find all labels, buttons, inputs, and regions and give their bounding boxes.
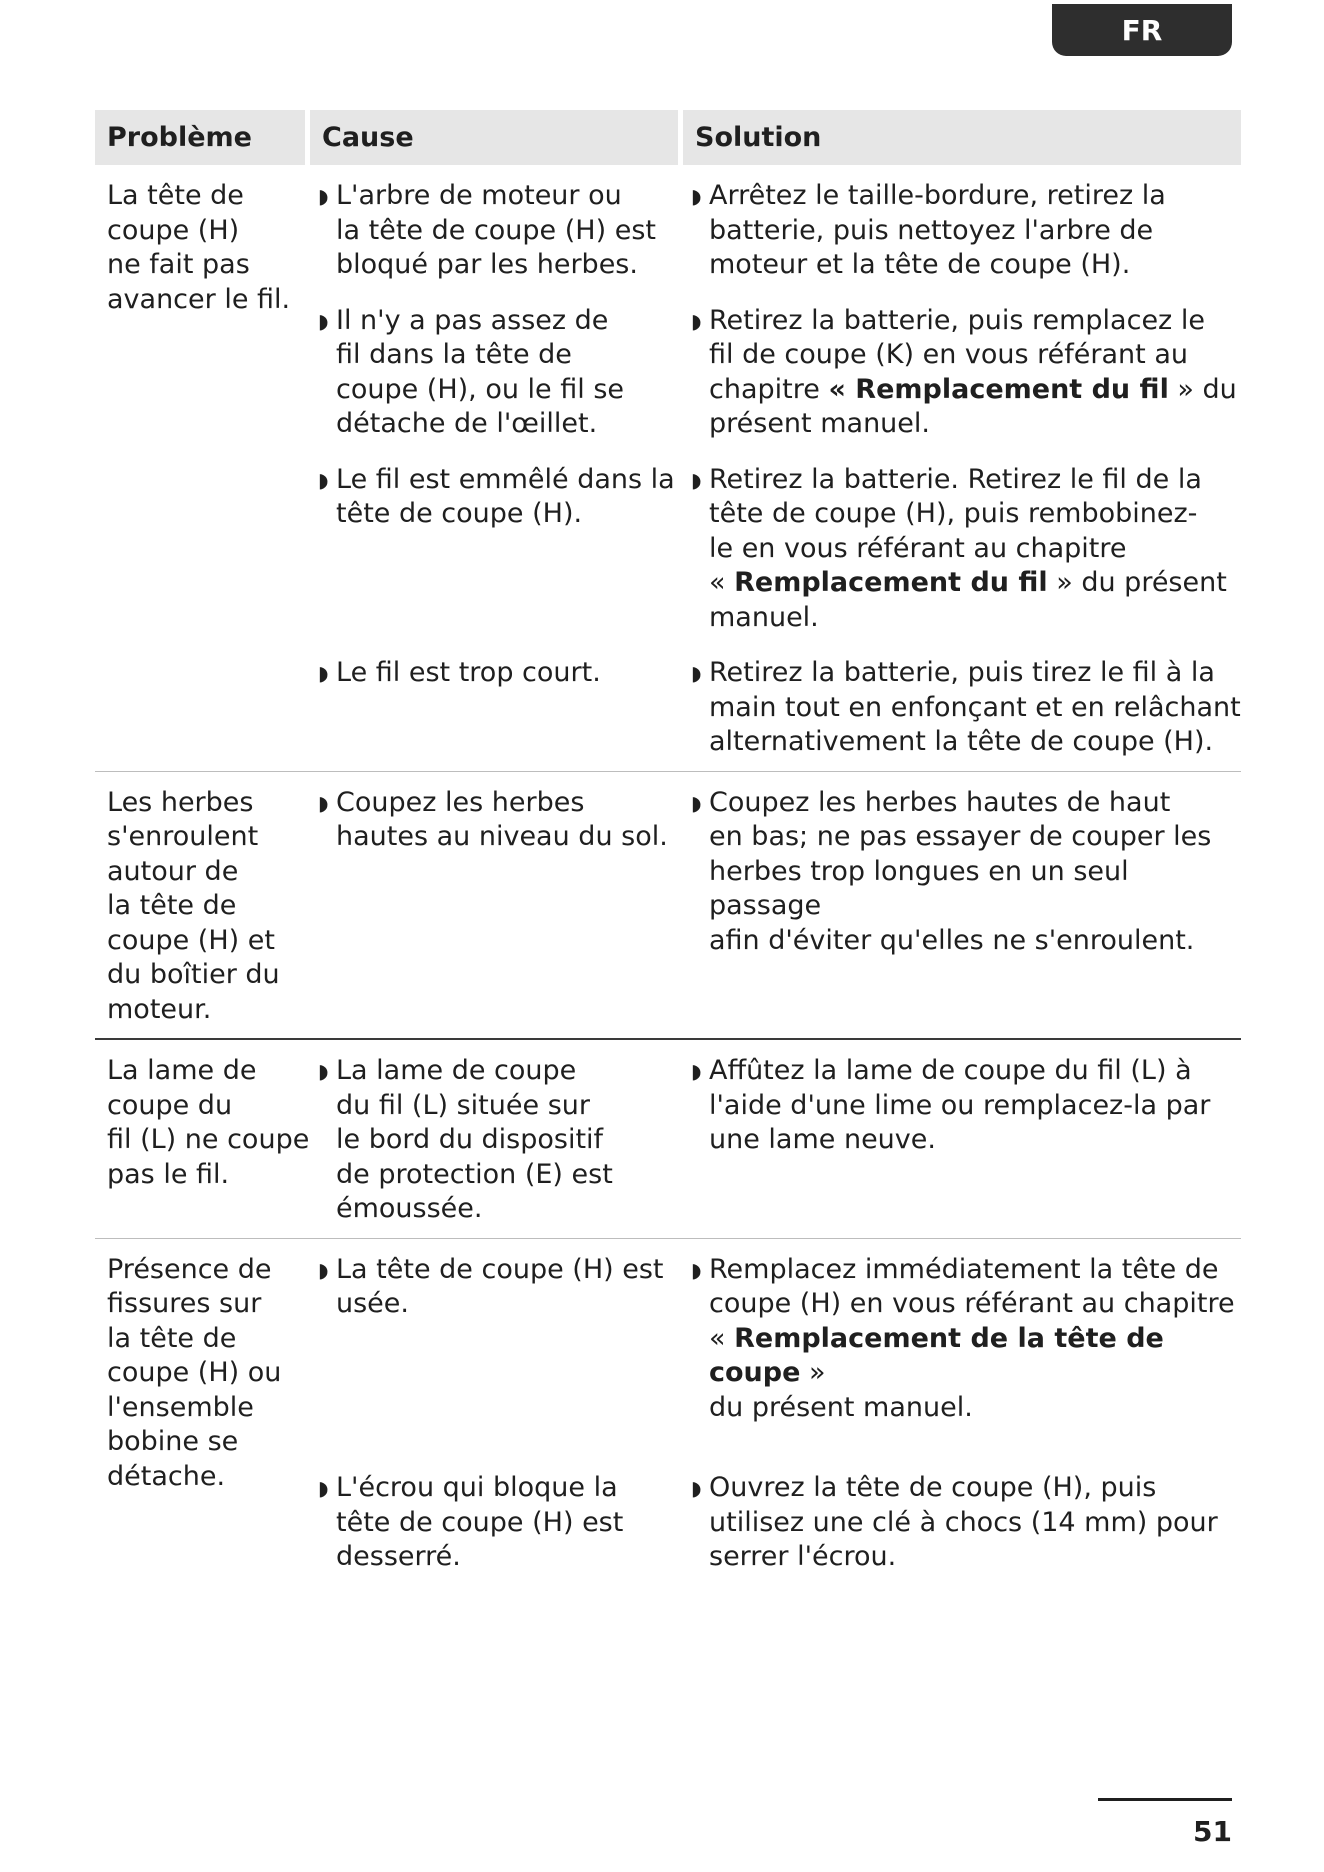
- problem-cell: La tête de coupe (H) ne fait pas avancer le fil.: [107, 180, 291, 315]
- troubleshooting-table: [95, 110, 1241, 1586]
- bullet-icon: ◗: [318, 308, 329, 333]
- cause-solution-pair: [310, 179, 1241, 283]
- solution-cell: ◗ Coupez les herbes hautes de haut en bas; ne pas essayer de couper les herbes trop longues en un seul passage afin d'éviter qu'elles ne s'enroulent.: [683, 786, 1241, 959]
- cause-cell: ◗ Le fil est emmêlé dans la tête de coupe (H).: [310, 463, 683, 636]
- table-row: [95, 772, 1241, 1041]
- header-problem: Problème: [95, 110, 305, 165]
- cause-solution-pair: [310, 656, 1241, 760]
- bullet-icon: ◗: [691, 790, 702, 815]
- chapter-reference: « Remplacement du fil: [828, 373, 1169, 405]
- table-header: [95, 110, 1241, 165]
- table-row: [95, 165, 1241, 772]
- solution-cell: ◗ Retirez la batterie. Retirez le fil de la tête de coupe (H), puis rembobinez- le en vous référant au chapitre « Remplacement du fil » du présent manuel.: [683, 463, 1241, 636]
- page-number: 51: [1193, 1815, 1232, 1848]
- bullet-icon: ◗: [691, 1476, 702, 1500]
- chapter-reference: Remplacement du fil: [734, 567, 1048, 598]
- cause-cell: ◗ La tête de coupe (H) est usée.: [310, 1253, 683, 1426]
- cause-solution-pair: [310, 463, 1241, 636]
- solution-cell: ◗ Arrêtez le taille-bordure, retirez la batterie, puis nettoyez l'arbre de moteur et la tête de coupe (H).: [683, 179, 1241, 283]
- header-solution: Solution: [683, 110, 1241, 165]
- problem-cell: La lame de coupe du fil (L) ne coupe pas le fil.: [107, 1055, 310, 1190]
- bullet-icon: ◗: [691, 1059, 702, 1083]
- bullet-icon: ◗: [318, 1257, 329, 1282]
- bullet-icon: ◗: [318, 467, 329, 492]
- cause-cell: ◗ Il n'y a pas assez de fil dans la tête de coupe (H), ou le fil se détache de l'œillet.: [310, 304, 683, 442]
- bullet-icon: ◗: [691, 467, 702, 492]
- footer-rule: [1098, 1798, 1232, 1801]
- problem-cell: Présence de fissures sur la tête de coupe (H) ou l'ensemble bobine se détache.: [107, 1253, 282, 1492]
- table-row: [95, 1239, 1241, 1586]
- solution-cell: ◗ Retirez la batterie, puis remplacez le fil de coupe (K) en vous référant au chapitre « Remplacement du fil » du présent manuel.: [683, 304, 1241, 442]
- language-tab: FR: [1052, 4, 1232, 56]
- cause-cell: ◗ L'écrou qui bloque la tête de coupe (H) est desserré.: [310, 1471, 683, 1575]
- chapter-reference: Remplacement de la tête de coupe: [709, 1322, 1164, 1388]
- problem-cell: Les herbes s'enroulent autour de la tête de coupe (H) et du boîtier du moteur.: [107, 786, 280, 1025]
- bullet-icon: ◗: [691, 661, 702, 685]
- bullet-icon: ◗: [318, 1476, 329, 1500]
- bullet-icon: ◗: [691, 1257, 702, 1282]
- solution-cell: ◗ Remplacez immédiatement la tête de coupe (H) en vous référant au chapitre « Remplacement de la tête de coupe » du présent manuel.: [683, 1253, 1241, 1426]
- cause-solution-pair: [310, 786, 1241, 959]
- cause-solution-pair: [310, 1471, 1241, 1575]
- bullet-icon: ◗: [318, 790, 329, 815]
- cause-cell: ◗ Coupez les herbes hautes au niveau du sol.: [310, 786, 683, 959]
- table-row: [95, 1040, 1241, 1239]
- solution-cell: ◗ Ouvrez la tête de coupe (H), puis utilisez une clé à chocs (14 mm) pour serrer l'écrou.: [683, 1471, 1241, 1575]
- solution-cell: ◗ Affûtez la lame de coupe du fil (L) à l'aide d'une lime ou remplacez-la par une lame neuve.: [683, 1054, 1241, 1227]
- solution-cell: ◗ Retirez la batterie, puis tirez le fil à la main tout en enfonçant et en relâchant alternativement la tête de coupe (H).: [683, 656, 1241, 760]
- bullet-icon: ◗: [691, 308, 702, 333]
- cause-solution-pair: [310, 304, 1241, 442]
- cause-cell: ◗ L'arbre de moteur ou la tête de coupe (H) est bloqué par les herbes.: [310, 179, 683, 283]
- bullet-icon: ◗: [691, 184, 702, 208]
- bullet-icon: ◗: [318, 184, 329, 208]
- bullet-icon: ◗: [318, 661, 329, 685]
- header-cause: Cause: [310, 110, 678, 165]
- cause-cell: ◗ La lame de coupe du fil (L) située sur le bord du dispositif de protection (E) est émoussée.: [310, 1054, 683, 1227]
- cause-cell: ◗ Le fil est trop court.: [310, 656, 683, 760]
- cause-solution-pair: [310, 1253, 1241, 1426]
- bullet-icon: ◗: [318, 1059, 329, 1083]
- cause-solution-pair: [310, 1054, 1241, 1227]
